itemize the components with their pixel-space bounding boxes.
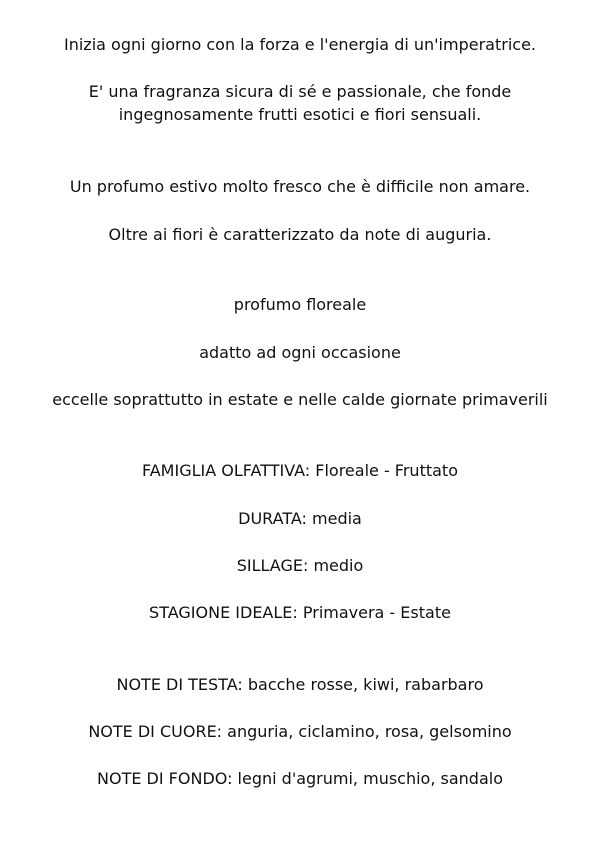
- ideal-season: STAGIONE IDEALE: Primavera - Estate: [149, 603, 451, 622]
- trait-floral: profumo floreale: [233, 295, 367, 314]
- olfactory-family: FAMIGLIA OLFATTIVA: Floreale - Fruttato: [142, 461, 458, 480]
- trait-any-occasion: adatto ad ogni occasione: [199, 343, 401, 362]
- intro-description-line-2: ingegnosamente frutti esotici e fiori sensuali.: [118, 105, 482, 124]
- intro-description-line-1: E' una fragranza sicura di sé e passionale, che fonde: [88, 82, 512, 101]
- duration: DURATA: media: [238, 509, 362, 528]
- trait-summer-spring: eccelle soprattutto in estate e nelle calde giornate primaverili: [52, 390, 548, 409]
- intro-tagline: Inizia ogni giorno con la forza e l'energia di un'imperatrice.: [64, 35, 536, 54]
- sillage: SILLAGE: medio: [236, 556, 364, 575]
- heart-notes: NOTE DI CUORE: anguria, ciclamino, rosa, gelsomino: [88, 722, 512, 741]
- top-notes: NOTE DI TESTA: bacche rosse, kiwi, rabarbaro: [116, 675, 484, 694]
- auguria-notes-description: Oltre ai fiori è caratterizzato da note di auguria.: [108, 225, 492, 244]
- summer-description: Un profumo estivo molto fresco che è difficile non amare.: [69, 177, 531, 196]
- base-notes: NOTE DI FONDO: legni d'agrumi, muschio, sandalo: [97, 769, 503, 788]
